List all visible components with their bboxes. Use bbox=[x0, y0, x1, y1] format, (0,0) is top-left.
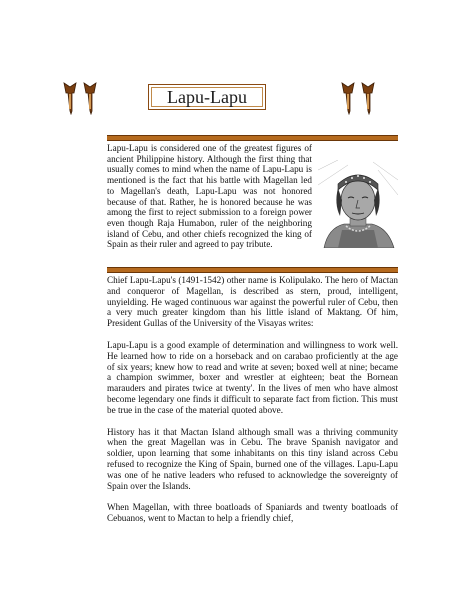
divider-top bbox=[107, 135, 398, 141]
ornament-right-icon bbox=[340, 81, 380, 115]
ornament-left-icon bbox=[62, 81, 102, 115]
article-body bbox=[107, 275, 398, 524]
paragraph: When Magellan, with three boatloads of Spaniards and twenty boatloads of Cebuanos, went to Mactan to help a friendly chief, bbox=[107, 502, 398, 524]
paragraph: Lapu-Lapu is a good example of determination and willingness to work well. He learned how to ride on a horseback and on carabao proficiently at the age of six years; knew how to read and write at seven; boxed well at nine; became a champion swimmer, boxer and wrestler at eighteen; beat the Bornean marauders and pirates twice at twenty'. In the lives of men who have almost become legendary one finds it difficult to separate fact from fiction. This must be true in the case of the material quoted above. bbox=[107, 339, 398, 415]
intro-paragraph: Lapu-Lapu is considered one of the greatest figures of ancient Philippine history. Although the first thing that usually comes to mind when the name of Lapu-Lapu is mentioned is the fact that his battle with Magellan led to Magellan's death, Lapu-Lapu was not honored because of that. Rather, he is honored because he was among the first to reject submission to a foreign power even though Raja Humabon, ruler of the neighboring island of Cebu, and other chiefs recognized the king of Spain as their ruler and agreed to pay tribute. bbox=[107, 143, 312, 250]
divider-middle bbox=[107, 267, 398, 273]
paragraph: Chief Lapu-Lapu's (1491-1542) other name is Kolipulako. The hero of Mactan and conqueror of Magellan, is described as stern, proud, intelligent, unyielding. He waged continuous war against the powerful ruler of Cebu, then a very much greater kingdom than his little island of Maktang. Of him, President Gullas of the University of the Visayas writes: bbox=[107, 275, 398, 329]
page-title bbox=[148, 84, 266, 110]
lapu-lapu-portrait bbox=[318, 160, 398, 248]
paragraph: History has it that Mactan Island although small was a thriving community when the great Magellan was in Cebu. The brave Spanish navigator and soldier, upon learning that some inhabitants on this tiny island across Cebu refused to recognize the King of Spain, burned one of the villages. Lapu-Lapu was one of he native leaders who refused to acknowledge the sovereignty of Spain over the Islands. bbox=[107, 426, 398, 491]
page-title-text: Lapu-Lapu bbox=[167, 86, 247, 107]
